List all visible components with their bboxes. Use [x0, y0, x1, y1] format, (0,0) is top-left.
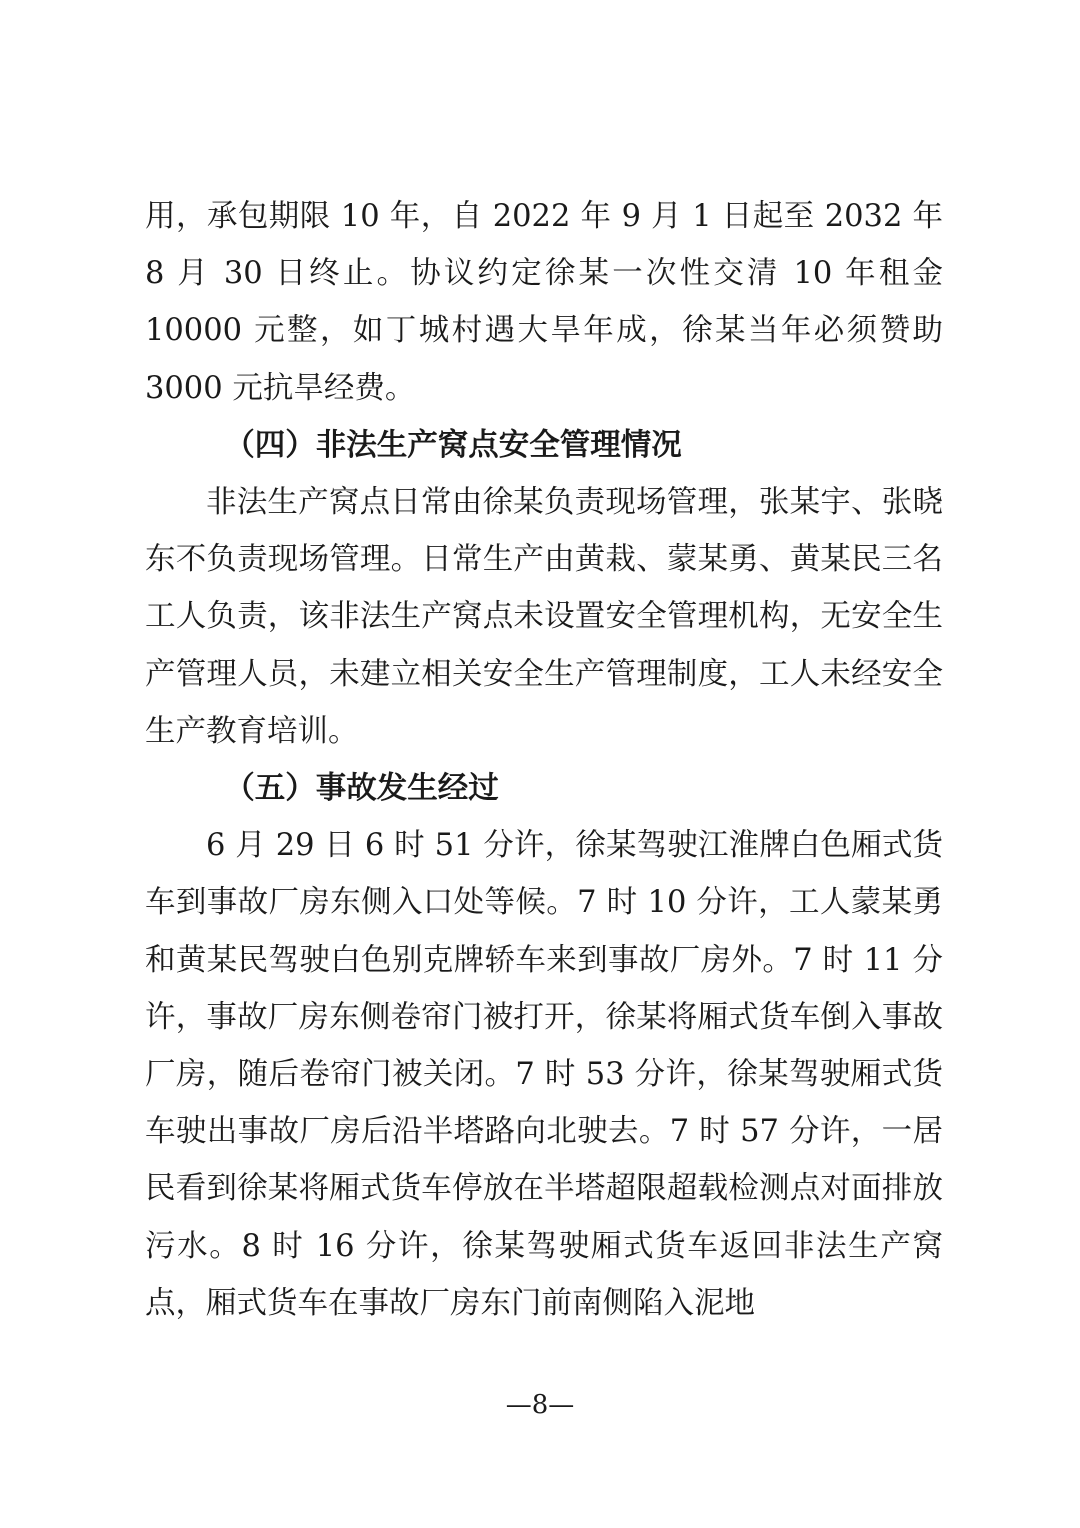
paragraph-accident-process: 6 月 29 日 6 时 51 分许，徐某驾驶江淮牌白色厢式货车到事故厂房东侧入口处等候。7 时 10 分许，工人蒙某勇和黄某民驾驶白色别克牌轿车来到事故厂房外。7 时 11 分许，事故厂房东侧卷帘门被打开，徐某将厢式货车倒入事故厂房，随后卷帘门被关闭。7 时 53 分许，徐某驾驶厢式货车驶出事故厂房后沿半塔路向北驶去。7 时 57 分许，一居民看到徐某将厢式货车停放在半塔超限超载检测点对面排放污水。8 时 16 分许，徐某驾驶厢式货车返回非法生产窝点，厢式货车在事故厂房东门前南侧陷入泥地 — [145, 828, 943, 1321]
paragraph-lease-terms: 用，承包期限 10 年，自 2022 年 9 月 1 日起至 2032 年 8 月 30 日终止。协议约定徐某一次性交清 10 年租金 10000 元整，如丁城村遇大旱年成，徐某当年必须赞助 3000 元抗旱经费。 — [145, 199, 943, 406]
section-heading-safety-management: （四）非法生产窝点安全管理情况 — [224, 426, 682, 463]
page-number: —8— — [505, 1390, 575, 1420]
paragraph-safety-management: 非法生产窝点日常由徐某负责现场管理，张某宇、张晓东不负责现场管理。日常生产由黄栽、蒙某勇、黄某民三名工人负责，该非法生产窝点未设置安全管理机构，无安全生产管理人员，未建立相关安全生产管理制度，工人未经安全生产教育培训。 — [145, 485, 943, 749]
document-body — [145, 188, 943, 1332]
section-heading-accident-process: （五）事故发生经过 — [224, 770, 499, 807]
